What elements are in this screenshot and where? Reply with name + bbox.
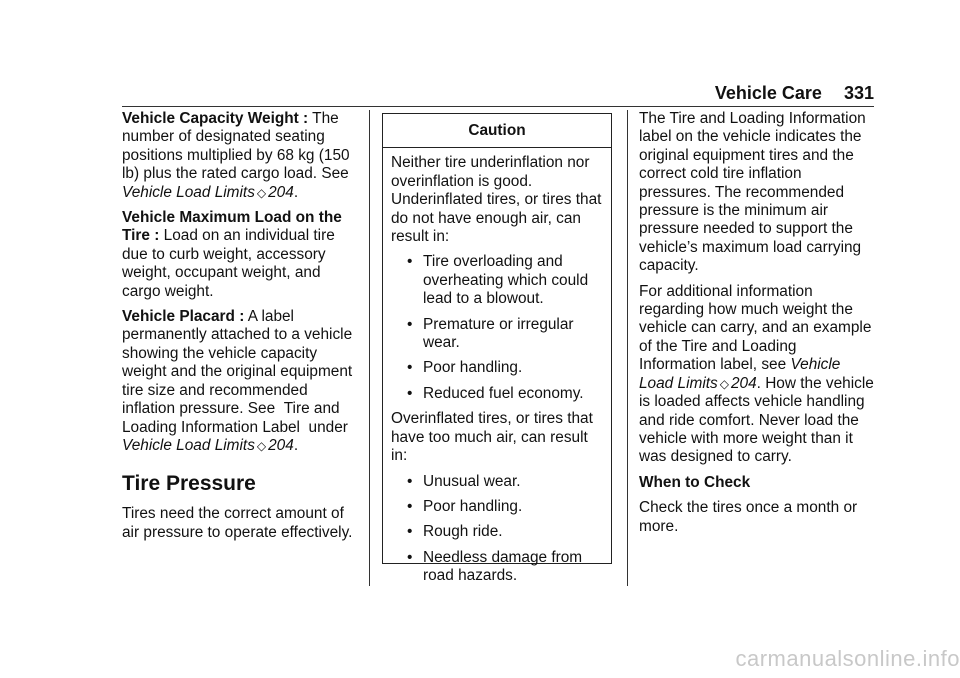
definition-placard: Vehicle Placard : A label permanently attached to a vehicle showing the vehicle capacity weight and the original equipment tire size and recommended inflation pressure. See Tire and Loading Information Label under Vehicle Load Limits ◇ 204. bbox=[122, 308, 353, 454]
page-number: 331 bbox=[843, 83, 874, 103]
bullet-icon: • bbox=[407, 497, 413, 515]
link-page-204-2[interactable]: 204 bbox=[268, 436, 294, 454]
list-item: • Poor handling. bbox=[407, 497, 523, 515]
bullet-icon: • bbox=[407, 384, 413, 402]
tire-label-paragraph: The Tire and Loading Information label on the vehicle indicates the original equipment tires and the correct cold tire inflation pressures. The recommended pressure is the minimum air pressure needed to support the vehicle’s maximum load carrying capacity. bbox=[639, 110, 866, 275]
list-item: • Premature or irregular wear. bbox=[407, 315, 574, 352]
link-vehicle-load-limits[interactable]: Vehicle Load Limits bbox=[122, 183, 255, 201]
page-header bbox=[600, 82, 874, 104]
page-ref-icon: ◇ bbox=[256, 438, 267, 453]
underinflation-list bbox=[391, 253, 603, 403]
column-left bbox=[122, 110, 358, 549]
overinflation-intro: Overinflated tires, or tires that have too much air, can result in: bbox=[391, 410, 593, 465]
subheading-when-to-check: When to Check bbox=[639, 473, 751, 491]
link-vehicle-load-limits-3[interactable]: Vehicle Load Limits bbox=[639, 356, 841, 392]
list-item: • Poor handling. bbox=[407, 359, 523, 377]
column-right bbox=[639, 110, 877, 543]
column-divider-right bbox=[627, 110, 628, 586]
page-ref-icon: ◇ bbox=[256, 185, 267, 200]
bullet-icon: • bbox=[407, 472, 413, 490]
section-heading: Tire Pressure bbox=[122, 472, 256, 496]
link-vehicle-load-limits-2[interactable]: Vehicle Load Limits bbox=[122, 436, 255, 454]
definition-max-load: Vehicle Maximum Load on the Tire : Load on an individual tire due to curb weight, accessory weight, occupant weight, and cargo weight. bbox=[122, 209, 342, 300]
bullet-icon: • bbox=[407, 548, 413, 566]
section-intro: Tires need the correct amount of air pressure to operate effectively. bbox=[122, 505, 353, 541]
additional-info-paragraph: For additional information regarding how much weight the vehicle can carry, and an example of the Tire and Loading Information label, see Vehicle Load Limits ◇ 204. How the vehicle is loaded affects vehicle handling and ride comfort. Never load the vehicle with more weight than it was designed to carry. bbox=[639, 282, 874, 466]
bullet-icon: • bbox=[407, 315, 413, 333]
caution-body bbox=[383, 148, 611, 585]
list-item: • Tire overloading and overheating which could lead to a blowout. bbox=[407, 253, 589, 308]
underinflation-intro: Neither tire underinflation nor overinflation is good. Underinflated tires, or tires that do not have enough air, can result in: bbox=[391, 154, 602, 246]
page-ref-icon: ◇ bbox=[719, 376, 729, 391]
overinflation-list bbox=[391, 473, 603, 586]
when-to-check-text: Check the tires once a month or more. bbox=[639, 499, 858, 535]
link-page-204[interactable]: 204 bbox=[268, 183, 294, 201]
term-max-load: Vehicle Maximum Load on the Tire : bbox=[122, 209, 342, 245]
column-divider-left bbox=[369, 110, 370, 586]
watermark: carmanualsonline.info bbox=[735, 646, 960, 671]
list-item: • Rough ride. bbox=[407, 523, 503, 541]
header-rule bbox=[122, 106, 874, 107]
list-item: • Unusual wear. bbox=[407, 472, 521, 490]
section-name: Vehicle Care bbox=[714, 83, 822, 103]
bullet-icon: • bbox=[407, 359, 413, 377]
bullet-icon: • bbox=[407, 523, 413, 541]
bullet-icon: • bbox=[407, 253, 413, 271]
caution-title: Caution bbox=[383, 114, 611, 148]
definition-capacity-weight: Vehicle Capacity Weight : The number of designated seating positions multiplied by 68 kg (150 lb) plus the rated cargo load. See Vehicle Load Limits ◇ 204. bbox=[122, 110, 350, 201]
caution-box bbox=[382, 113, 612, 585]
list-item: • Reduced fuel economy. bbox=[407, 384, 584, 402]
term-placard: Vehicle Placard : bbox=[122, 308, 245, 326]
term-capacity-weight: Vehicle Capacity Weight : bbox=[122, 110, 309, 127]
link-page-204-3[interactable]: 204 bbox=[730, 374, 757, 392]
list-item: • Needless damage from road hazards. bbox=[407, 548, 583, 585]
